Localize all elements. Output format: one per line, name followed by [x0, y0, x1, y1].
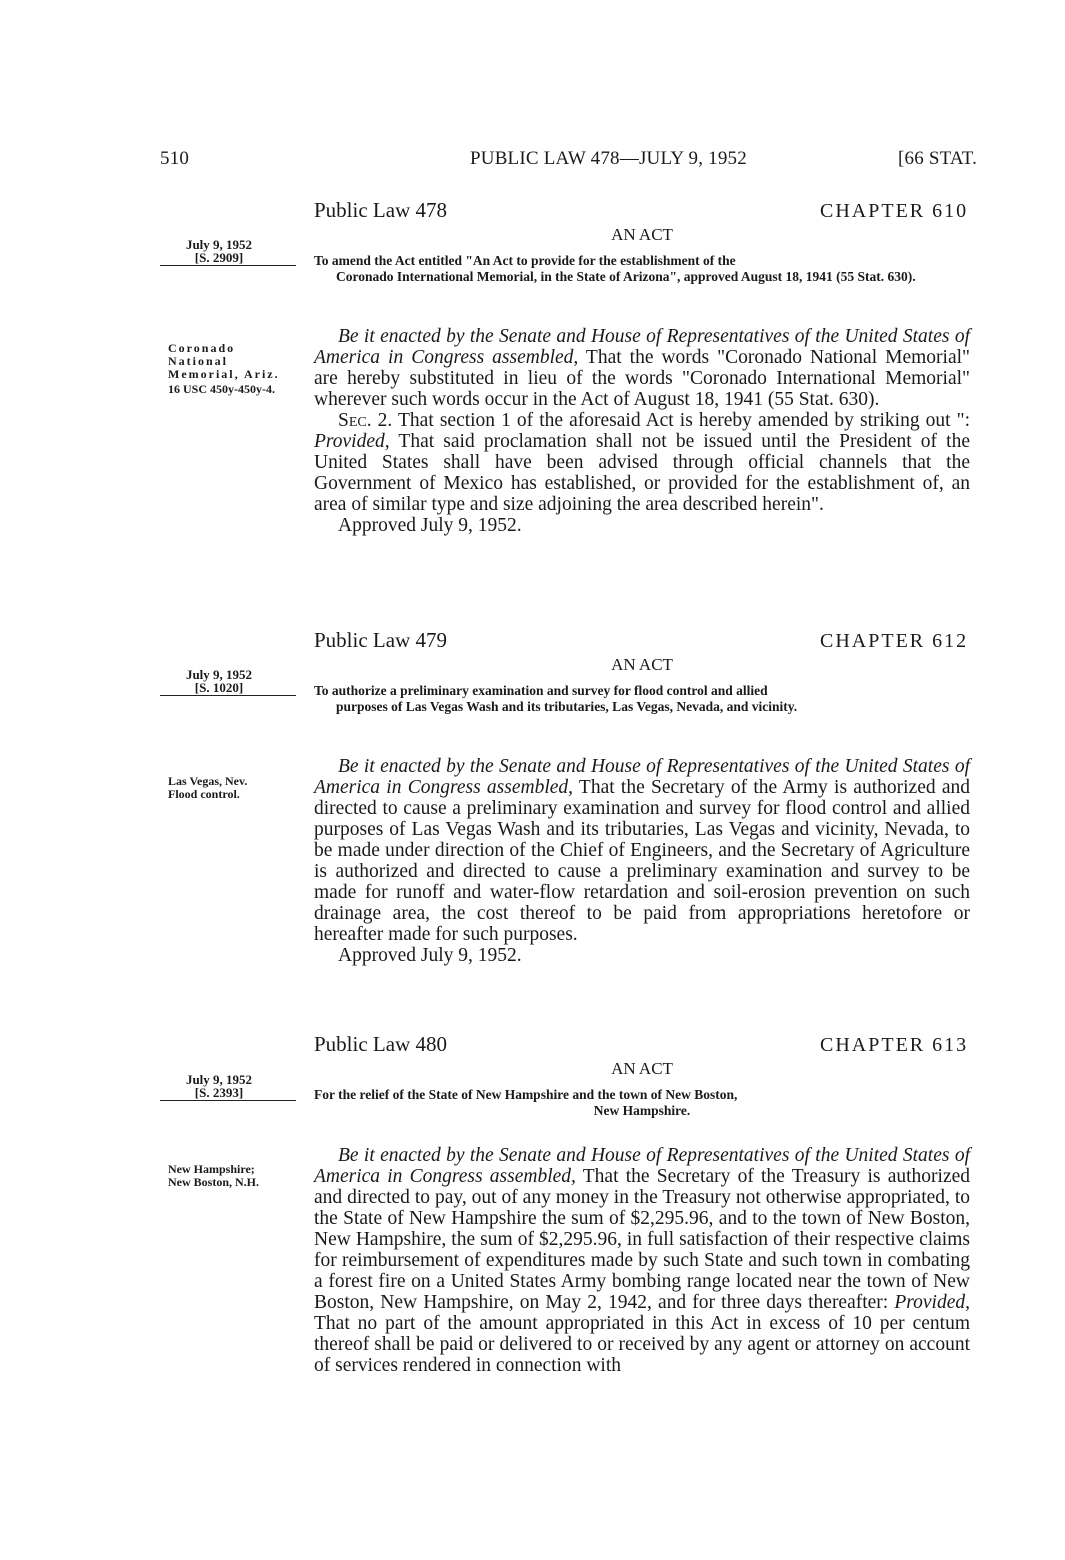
- act-title-first-line: To amend the Act entitled "An Act to provide for the establishment of the: [314, 253, 736, 268]
- an-act-label: AN ACT: [611, 1059, 673, 1078]
- chapter-heading: CHAPTER 612: [820, 630, 969, 652]
- margin-note: [168, 775, 294, 801]
- section-2-proviso-text: That said proclamation shall not be issued until the President of the United States shall have been advised through official channels that the Government of Mexico has established, or provided for the establishment of, an area of similar type and size adjoining the area described herein".: [314, 431, 970, 515]
- proviso-term: Provided,: [314, 431, 390, 452]
- enactment-date: July 9, 1952: [185, 667, 253, 682]
- enacting-clause: [314, 756, 970, 945]
- an-act-label: AN ACT: [611, 655, 673, 674]
- section-2-label: Sec. 2.: [338, 410, 393, 431]
- chapter-heading: CHAPTER 613: [820, 1034, 969, 1056]
- margin-note-subject: New Hampshire;: [168, 1162, 255, 1176]
- enactment-date: July 9, 1952: [185, 1072, 253, 1087]
- act-title-continuation: Coronado International Memorial, in the State of Arizona", approved August 18, 1941 (55 Stat. 630).: [336, 269, 916, 284]
- act-body: [314, 756, 970, 966]
- enacting-clause: [314, 1145, 970, 1376]
- act-body-text: That the Secretary of the Treasury is authorized and directed to pay, out of any money in the Treasury not otherwise appropriated, to the State of New Hampshire the sum of $2,295.96, and to the town of New Boston, New Hampshire, the sum of $2,295.96, in full satisfaction of their respective claims for reimbursement of expenditures made by such State and such town in combating a forest fire on a United States Army bombing range located near the town of New Boston, New Hampshire, on May 2, 1942, and for three days thereafter:: [314, 1166, 971, 1313]
- act-title: [314, 253, 970, 285]
- act-title-continuation: New Hampshire.: [593, 1103, 691, 1118]
- act-title-first-line: For the relief of the State of New Hampshire and the town of New Boston,: [314, 1087, 738, 1102]
- act-title: [314, 1087, 970, 1119]
- enactment-date-block: [160, 668, 296, 696]
- approval-line: Approved July 9, 1952.: [338, 945, 522, 966]
- enactment-date-block: [160, 1073, 296, 1101]
- enacting-formula: Be it enacted by the Senate and House of Representatives of the United States of America in Congress assembled,: [314, 756, 970, 798]
- enacting-formula: Be it enacted by the Senate and House of Representatives of the United States of America in Congress assembled,: [314, 326, 970, 368]
- margin-note-subject: Las Vegas, Nev.: [168, 774, 248, 788]
- bill-number: [S. 2909]: [160, 251, 296, 266]
- public-law-heading: Public Law 478: [314, 198, 447, 222]
- enactment-date-block: [160, 238, 296, 266]
- margin-note: [168, 1163, 294, 1189]
- section-2-text: That section 1 of the aforesaid Act is hereby amended by striking out ":: [392, 410, 970, 431]
- margin-note-citation: 16 USC 450y-450y-4.: [168, 382, 275, 396]
- act-body-text: That the Secretary of the Army is authorized and directed to cause a preliminary examination and survey for flood control and allied purposes of Las Vegas Wash and its tributaries, Las Vegas and vicinity, Nevada, to be made under direction of the Chief of Engineers, and the Secretary of Agriculture is authorized and directed to cause a preliminary examination and survey to be made for runoff and water-flow retardation and soil-erosion prevention on such drainage area, the cost thereof to be paid from appropriations heretofore or hereafter made for such purposes.: [314, 777, 970, 945]
- act-body: [314, 326, 970, 536]
- section-2: [314, 410, 970, 515]
- chapter-heading: CHAPTER 610: [820, 200, 969, 222]
- bill-number: [S. 1020]: [160, 681, 296, 696]
- margin-note-subject: Coronado National Memorial, Ariz.: [168, 341, 280, 381]
- act-title-continuation: purposes of Las Vegas Wash and its tributaries, Las Vegas, Nevada, and vicinity.: [336, 699, 798, 714]
- page-number: 510: [160, 148, 190, 169]
- margin-note: [168, 342, 294, 396]
- margin-note-topic: Flood control.: [168, 787, 240, 801]
- margin-note-place: New Boston, N.H.: [168, 1175, 260, 1189]
- enactment-date: July 9, 1952: [185, 237, 253, 252]
- volume-citation: [66 STAT.: [898, 148, 978, 169]
- enacting-clause: [314, 326, 970, 410]
- proviso-term: Provided,: [894, 1292, 970, 1313]
- an-act-label: AN ACT: [611, 225, 673, 244]
- act-body-proviso-text: That no part of the amount appropriated in this Act in excess of 10 per centum thereof shall be paid or delivered to or received by any agent or attorney on account of services rendered in connection with: [314, 1313, 970, 1376]
- public-law-heading: Public Law 479: [314, 628, 447, 652]
- act-body: [314, 1145, 970, 1376]
- act-title: [314, 683, 970, 715]
- public-law-heading: Public Law 480: [314, 1032, 447, 1056]
- approval-line: Approved July 9, 1952.: [338, 515, 522, 536]
- bill-number: [S. 2393]: [160, 1086, 296, 1101]
- enacting-formula: Be it enacted by the Senate and House of Representatives of the United States of America in Congress assembled,: [314, 1145, 970, 1187]
- act-title-first-line: To authorize a preliminary examination and survey for flood control and allied: [314, 683, 768, 698]
- section-1-text: That the words "Coronado National Memorial" are hereby substituted in lieu of the words "Coronado International Memorial" wherever such words occur in the Act of August 18, 1941 (55 Stat. 630).: [314, 347, 970, 410]
- running-title: PUBLIC LAW 478—JULY 9, 1952: [470, 148, 747, 169]
